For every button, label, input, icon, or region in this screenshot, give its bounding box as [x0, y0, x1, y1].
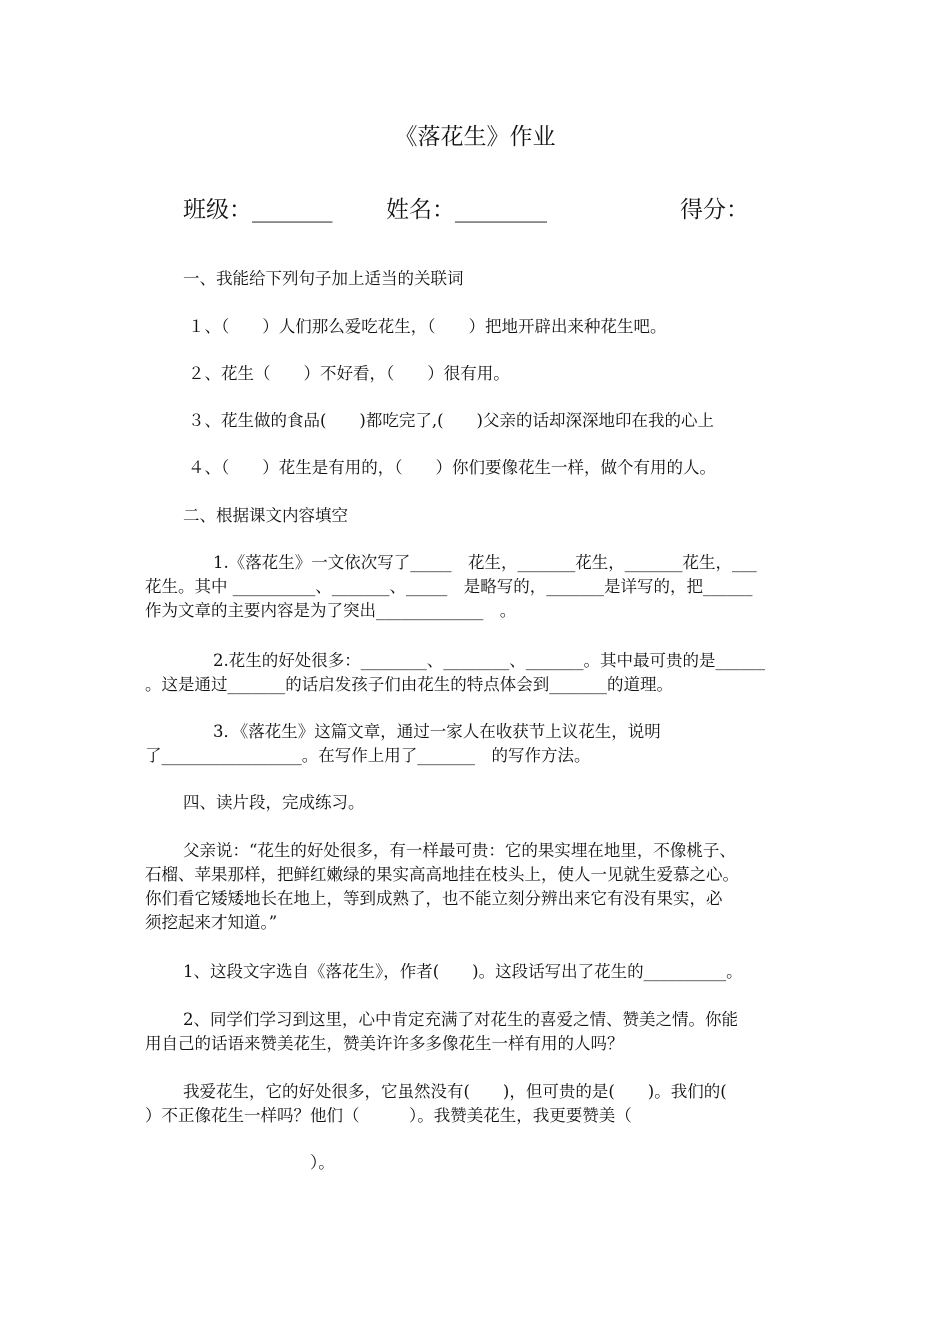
score-field: 得分： [680, 197, 749, 223]
page-title: 《落花生》作业 [394, 124, 556, 150]
passage-line: 父亲说：“花生的好处很多，有一样最可贵：它的果实埋在地里，不像桃子、 [183, 841, 736, 860]
section1-heading: 一、我能给下列句子加上适当的关联词 [183, 269, 464, 288]
section4-heading: 四、读片段，完成练习。 [183, 793, 365, 812]
section1-item: １、（ ）人们那么爱吃花生，（ ）把地开辟出来种花生吧。 [188, 317, 667, 336]
answer-line: ）不正像花生一样吗？他们（ ）。我赞美花生，我更要赞美（ [145, 1106, 632, 1125]
answer-line: ）。 [310, 1153, 335, 1172]
class-field: 班级：_______ [183, 197, 333, 223]
passage-line: 你们看它矮矮地长在地上，等到成熟了，也不能立刻分辨出来它有没有果实，必 [145, 889, 723, 908]
section2-q3-line: 3．《落花生》这篇文章，通过一家人在收获节上议花生，说明 [213, 722, 661, 741]
section2-q3-line: 了_________________。在写作上用了_______ 的写作方法。 [145, 746, 591, 765]
section2-q2-line: 2.花生的好处很多：________、________、_______。其中最可贵的是______ [213, 651, 765, 670]
passage-line: 须挖起来才知道。” [145, 913, 278, 932]
answer-line: 我爱花生，它的好处很多，它虽然没有( )，但可贵的是( )。我们的( [183, 1082, 727, 1101]
section1-item: ２、花生（ ）不好看，（ ）很有用。 [188, 364, 510, 383]
section2-q1-line: 花生。其中 __________、_______、_____ 是略写的，_______是详写的，把______ [145, 577, 753, 596]
section1-item: ３、花生做的食品( )都吃完了,( )父亲的话却深深地印在我的心上 [188, 411, 714, 430]
section1-item: ４、（ ）花生是有用的，（ ）你们要像花生一样，做个有用的人。 [188, 458, 716, 477]
section4-q2-line: 2、同学们学习到这里，心中肯定充满了对花生的喜爱之情、赞美之情。你能 [183, 1010, 738, 1029]
section2-q2-line: 。这是通过_______的话启发孩子们由花生的特点体会到_______的道理。 [145, 675, 673, 694]
section2-q1-line: 作为文章的主要内容是为了突出_____________ 。 [145, 601, 517, 620]
name-field: 姓名：________ [386, 197, 547, 223]
section4-q2-line: 用自己的话语来赞美花生，赞美许许多多像花生一样有用的人吗？ [145, 1034, 624, 1053]
section4-q1: 1、这段文字选自《落花生》，作者( )。这段话写出了花生的__________。 [183, 962, 743, 981]
section2-heading: 二、根据课文内容填空 [183, 506, 348, 525]
passage-line: 石榴、苹果那样，把鲜红嫩绿的果实高高地挂在枝头上，使人一见就生爱慕之心。 [145, 865, 739, 884]
section2-q1-line: 1.《落花生》一文依次写了_____ 花生，_______花生，_______花生，___ [213, 553, 757, 572]
